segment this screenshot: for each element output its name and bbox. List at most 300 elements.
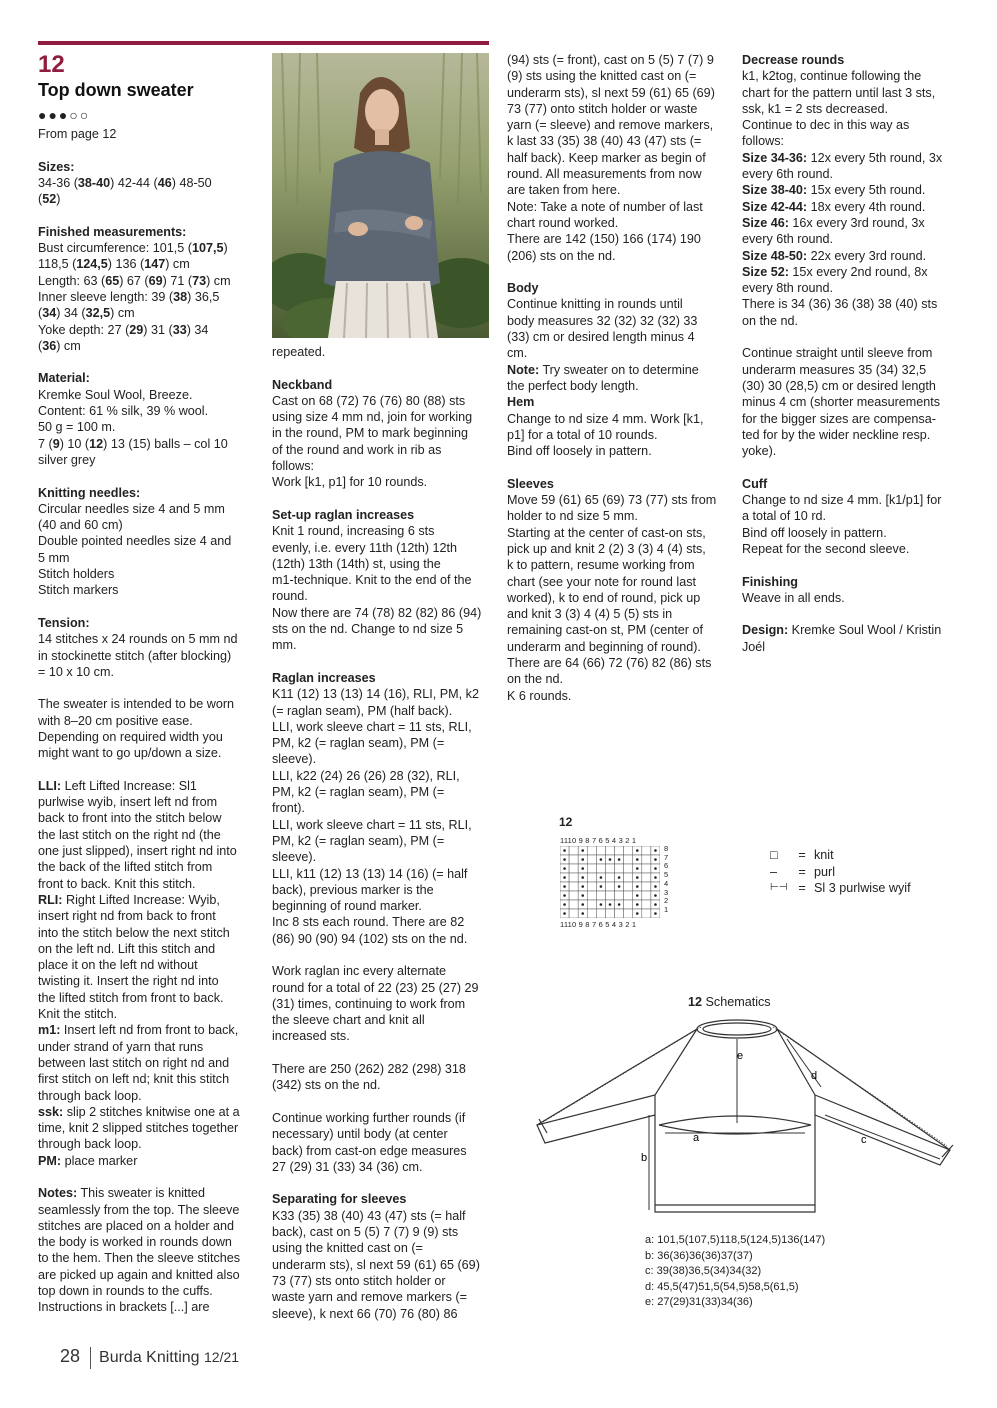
- separating-line: 73 (77) sts onto stitch holder or: [272, 1273, 446, 1288]
- page-footer: [60, 1346, 239, 1369]
- sleeves-line: There are 64 (66) 72 (76) 82 (86) sts: [507, 655, 712, 670]
- column-4: [742, 52, 964, 655]
- legend-row: ⊢⊣ = Sl 3 purlwise wyif: [770, 881, 911, 895]
- chart-cell: [605, 891, 614, 900]
- separating-cont-line: 73 (77) onto stitch holder or waste: [507, 101, 698, 116]
- raglan2-line: increased sts.: [272, 1029, 350, 1044]
- chart-row-number: 4: [664, 878, 669, 888]
- legend-row: – = purl: [770, 864, 835, 879]
- setup-heading: Set-up raglan increases: [272, 507, 415, 522]
- notes-line: top down in rounds to the cuffs.: [38, 1284, 213, 1299]
- chart-purl-mark: [609, 903, 612, 906]
- hem-line: p1] for a total of 10 rounds.: [507, 427, 658, 442]
- needles-line: Stitch holders: [38, 567, 115, 582]
- chart-purl-mark: [618, 885, 621, 888]
- chart-cell: [569, 891, 578, 900]
- notes-line: seamlessly from the top. The sleeve: [38, 1202, 240, 1217]
- model-photo-illustration: [272, 53, 489, 338]
- neckband-line: Cast on 68 (72) 76 (76) 80 (88) sts: [272, 393, 466, 408]
- chart-purl-mark: [636, 867, 639, 870]
- raglan-line: sleeve).: [272, 752, 317, 767]
- finished-line: (36) cm: [38, 338, 81, 353]
- decrease-line: Continue to dec in this way as: [742, 118, 910, 133]
- notes-line: to the hem. Then the sleeve stitches: [38, 1251, 241, 1266]
- raglan-heading: Raglan increases: [272, 670, 376, 685]
- separating-line: waste yarn and remove markers (=: [272, 1290, 467, 1305]
- chart-purl-mark: [600, 903, 603, 906]
- notes-line: are picked up again and knitted also: [38, 1267, 240, 1282]
- chart-purl-mark: [636, 849, 639, 852]
- finished-line: Inner sleeve length: 39 (38) 36,5: [38, 289, 220, 304]
- neckband-line: follows:: [272, 459, 314, 474]
- chart-purl-mark: [581, 867, 584, 870]
- sleeves-line: worked), k to end of round, pick up: [507, 590, 701, 605]
- finished-line: (34) 34 (32,5) cm: [38, 306, 135, 321]
- notes-line: the body is worked in rounds down: [38, 1235, 232, 1250]
- chart-cell: [587, 864, 596, 873]
- raglan-line: Inc 8 sts each round. There are 82: [272, 915, 465, 930]
- setup-line: mm.: [272, 638, 297, 653]
- chart-purl-mark: [563, 912, 566, 915]
- rli-line: the lifted stitch from front to back.: [38, 990, 224, 1005]
- raglan-line: LLI, k11 (12) 13 (13) 14 (16) (= half: [272, 866, 468, 881]
- lli-line: one just slipped), insert right nd into: [38, 844, 237, 859]
- schematic-measurements: [645, 1233, 825, 1311]
- chart-purl-mark: [563, 903, 566, 906]
- ssk-line: time, knit 2 slipped stitches together: [38, 1121, 239, 1136]
- from-page: From page 12: [38, 127, 117, 141]
- size-decrease-line: Size 46: 16x every 3rd round, 3x: [742, 215, 925, 230]
- chart-cell: [587, 846, 596, 855]
- tension-line: = 10 x 10 cm.: [38, 664, 114, 679]
- raglan4-line: Continue working further rounds (if: [272, 1110, 466, 1125]
- chart-row-number: 8: [664, 844, 669, 853]
- slip-symbol-icon: ⊢⊣: [770, 882, 788, 893]
- chart-cell: [642, 855, 651, 864]
- raglan-line: (86) 90 (90) 94 (102) sts on the nd.: [272, 931, 468, 946]
- setup-line: (12th) 13th (14th) st, using the: [272, 556, 441, 571]
- chart-purl-mark: [636, 876, 639, 879]
- chart-cell: [569, 882, 578, 891]
- separating-cont-line: round. All measurements from now: [507, 167, 702, 182]
- chart-cell: [605, 909, 614, 918]
- sleeves-line: pick up and knit 2 (2) 3 (3) 4 (4) sts,: [507, 541, 706, 556]
- chart-cell: [569, 846, 578, 855]
- chart-column-numbers-bottom: 1110 9 8 7 6 5 4 3 2 1: [560, 920, 637, 929]
- ease-line: Depending on required width you: [38, 729, 223, 744]
- chart-number: 12: [559, 815, 573, 829]
- schematic-neckline-inner: [703, 1023, 771, 1035]
- chart-purl-mark: [654, 867, 657, 870]
- finishing-line: Weave in all ends.: [742, 590, 845, 605]
- design-credit: Joél: [742, 639, 766, 654]
- decrease-end-line: There is 34 (36) 36 (38) 38 (40) sts: [742, 297, 938, 312]
- sleeves-line: Move 59 (61) 65 (69) 73 (77) sts from: [507, 493, 717, 508]
- sleeves-line: chart (see your note for round last: [507, 574, 697, 589]
- schematic-label-d: d: [811, 1070, 818, 1082]
- size-decrease-line: every 8th round.: [742, 281, 834, 296]
- schematic-label-a: a: [693, 1132, 700, 1144]
- ease-line: with 8–20 cm positive ease.: [38, 713, 193, 728]
- hem-heading: Hem: [507, 395, 535, 410]
- body-line: Continue knitting in rounds until: [507, 297, 683, 312]
- size-decrease-line: Size 34-36: 12x every 5th round, 3x: [742, 150, 943, 165]
- tension-heading: Tension:: [38, 615, 90, 630]
- m1-line: through back loop.: [38, 1088, 142, 1103]
- decrease-end-line: on the nd.: [742, 313, 799, 328]
- size-decrease-line: Size 52: 15x every 2nd round, 8x: [742, 264, 928, 279]
- chart-column-numbers-top: 1110 9 8 7 6 5 4 3 2 1: [560, 836, 637, 845]
- chart-purl-mark: [600, 858, 603, 861]
- chart-cell: [587, 891, 596, 900]
- knitting-chart-grid: [560, 846, 660, 918]
- chart-cell: [615, 864, 624, 873]
- chart-cell: [624, 909, 633, 918]
- raglan-line: front).: [272, 801, 305, 816]
- ease-line: The sweater is intended to be worn: [38, 697, 235, 712]
- sweater-schematic: [525, 1015, 965, 1230]
- chart-purl-mark: [654, 849, 657, 852]
- raglan4-line: 27 (29) 31 (33) 34 (36) cm.: [272, 1159, 423, 1174]
- material-line: silver grey: [38, 452, 96, 467]
- raglan-line: PM, k2 (= raglan seam), PM (=: [272, 785, 445, 800]
- schematic-label-e: e: [737, 1050, 744, 1062]
- chart-purl-mark: [581, 894, 584, 897]
- separating-line: underarm sts), sl next 59 (61) 65 (69): [272, 1257, 480, 1272]
- raglan-line: beginning of round marker.: [272, 899, 422, 914]
- decrease-line: chart for the pattern until last 3 sts,: [742, 85, 936, 100]
- schematic-title: 12 Schematics: [688, 995, 771, 1009]
- size-decrease-line: every 6th round.: [742, 167, 834, 182]
- chart-cell: [605, 864, 614, 873]
- chart-row-numbers: [664, 845, 668, 915]
- finished-heading: Finished measurements:: [38, 224, 187, 239]
- needles-line: (40 and 60 cm): [38, 518, 123, 533]
- chart-cell: [587, 873, 596, 882]
- chart-purl-mark: [581, 849, 584, 852]
- raglan3-line: (342) sts on the nd.: [272, 1078, 381, 1093]
- cuff-line: a total of 10 rd.: [742, 509, 827, 524]
- chart-cell: [624, 873, 633, 882]
- raglan2-line: the sleeve chart and knit all: [272, 1013, 425, 1028]
- setup-line: evenly, i.e. every 11th (12th) 12th: [272, 540, 458, 555]
- chart-purl-mark: [636, 912, 639, 915]
- chart-cell: [569, 855, 578, 864]
- measurement-line: e: 27(29)31(33)34(36): [645, 1296, 753, 1308]
- finished-line: Yoke depth: 27 (29) 31 (33) 34: [38, 322, 209, 337]
- chart-purl-mark: [563, 876, 566, 879]
- model-photo: [272, 53, 489, 338]
- chart-row-number: 5: [664, 870, 669, 880]
- ssk-line: ssk: slip 2 stitches knitwise one at a: [38, 1104, 240, 1119]
- lli-line: front to back. Knit this stitch.: [38, 876, 196, 891]
- sleeves-heading: Sleeves: [507, 476, 554, 491]
- cuff-heading: Cuff: [742, 476, 768, 491]
- material-line: 7 (9) 10 (12) 13 (15) balls – col 10: [38, 436, 228, 451]
- m1-line: under strand of yarn that runs: [38, 1039, 204, 1054]
- chart-row-number: 3: [664, 887, 669, 897]
- column-2: [272, 344, 494, 1322]
- chart-cell: [569, 909, 578, 918]
- chart-purl-mark: [654, 894, 657, 897]
- m1-line: m1: Insert left nd from front to back,: [38, 1023, 239, 1038]
- chart-purl-mark: [563, 894, 566, 897]
- separating-cont-line: chart round worked.: [507, 215, 619, 230]
- repeated-text: repeated.: [272, 345, 326, 359]
- finishing-heading: Finishing: [742, 574, 798, 589]
- top-accent-bar: [38, 41, 489, 45]
- body-line: body measures 32 (32) 32 (32) 33: [507, 313, 698, 328]
- hem-line: Change to nd size 4 mm. Work [k1,: [507, 411, 704, 426]
- chart-cell: [615, 891, 624, 900]
- decrease-line: k1, k2tog, continue following the: [742, 69, 922, 84]
- raglan-line: LLI, k22 (24) 26 (26) 28 (32), RLI,: [272, 768, 460, 783]
- chart-cell: [596, 864, 605, 873]
- separating-cont-line: are taken from here.: [507, 183, 621, 198]
- neckband-line: Work [k1, p1] for 10 rounds.: [272, 475, 428, 490]
- sleeves-line: and knit 3 (3) 4 (4) 5 (5) sts in: [507, 607, 673, 622]
- separating-cont-line: underarm sts), sl next 59 (61) 65 (69): [507, 85, 715, 100]
- setup-line: sts on the nd. Change to nd size 5: [272, 622, 464, 637]
- raglan-line: sleeve).: [272, 850, 317, 865]
- sleeves-line: remaining cast-on st, PM (center of: [507, 623, 703, 638]
- ssk-line: through back loop.: [38, 1137, 142, 1152]
- decrease-line: follows:: [742, 134, 784, 149]
- separating-cont-line: yarn (= sleeve) and remove markers,: [507, 118, 714, 133]
- chart-cell: [615, 846, 624, 855]
- neckband-line: in the round, PM to mark beginning: [272, 426, 469, 441]
- rli-line: twisting it. Insert the right nd into: [38, 974, 219, 989]
- neckband-line: of the round and work in rib as: [272, 442, 442, 457]
- m1-line: first stitch on left nd; knit this stitch: [38, 1072, 230, 1087]
- schematic-left-sleeve: [537, 1095, 655, 1143]
- needles-line: 5 mm: [38, 550, 70, 565]
- separating-cont-line: (206) sts on the nd.: [507, 248, 616, 263]
- chart-cell: [605, 873, 614, 882]
- size-decrease-line: Size 38-40: 15x every 5th round.: [742, 183, 926, 198]
- separating-cont-line: Note: Take a note of number of last: [507, 199, 703, 214]
- rli-line: insert right nd from back to front: [38, 909, 216, 924]
- chart-cell: [642, 864, 651, 873]
- schematic-bust-curve-top: [659, 1116, 811, 1125]
- knit-symbol-icon: □: [770, 848, 778, 862]
- material-line: Kremke Soul Wool, Breeze.: [38, 387, 193, 402]
- finished-line: Length: 63 (65) 67 (69) 71 (73) cm: [38, 273, 231, 288]
- measurement-line: c: 39(38)36,5(34)34(32): [645, 1265, 762, 1277]
- notes-line: Notes: This sweater is knitted: [38, 1186, 206, 1201]
- rli-line: RLI: Right Lifted Increase: Wyib,: [38, 892, 220, 907]
- chart-cell: [596, 846, 605, 855]
- column-1: [38, 52, 260, 1316]
- chart-purl-mark: [581, 885, 584, 888]
- chart-cell: [569, 864, 578, 873]
- body-note-line: the perfect body length.: [507, 378, 639, 393]
- chart-purl-mark: [636, 894, 639, 897]
- straight-line: underarm measures 35 (34) 32,5: [742, 362, 927, 377]
- lli-line: purlwise wyib, insert left nd from: [38, 795, 218, 810]
- tension-line: 14 stitches x 24 rounds on 5 mm nd: [38, 632, 238, 647]
- sleeves-line: Starting at the center of cast-on sts,: [507, 525, 706, 540]
- size-decrease-line: Size 42-44: 18x every 4th round.: [742, 199, 926, 214]
- chart-row-number: 1: [664, 904, 669, 914]
- legend-row: □ = knit: [770, 848, 834, 862]
- chart-legend: [770, 847, 911, 897]
- chart-purl-mark: [654, 912, 657, 915]
- raglan2-line: (31) times, continuing to work from: [272, 996, 466, 1011]
- raglan-line: PM, k2 (= raglan seam), PM (=: [272, 833, 445, 848]
- needles-heading: Knitting needles:: [38, 485, 141, 500]
- raglan-line: PM, k2 (= raglan seam), PM (=: [272, 736, 445, 751]
- measurement-line: d: 45,5(47)51,5(54,5)58,5(61,5): [645, 1280, 799, 1293]
- separating-cont-line: (94) sts (= front), cast on 5 (5) 7 (7) 9: [507, 53, 714, 67]
- straight-line: Continue straight until sleeve from: [742, 346, 933, 361]
- raglan2-line: Work raglan inc every alternate: [272, 964, 447, 979]
- chart-purl-mark: [581, 876, 584, 879]
- cuff-line: Bind off loosely in pattern.: [742, 525, 887, 540]
- lli-line: the back of the lifted stitch from: [38, 860, 213, 875]
- ease-line: might want to go up/down a size.: [38, 746, 222, 761]
- separating-cont-line: (9) sts using the knitted cast on (=: [507, 69, 697, 84]
- body-note-line: Note: Try sweater on to determine: [507, 362, 699, 377]
- chart-cell: [642, 909, 651, 918]
- cuff-line: Repeat for the second sleeve.: [742, 541, 910, 556]
- sleeves-line: on the nd.: [507, 672, 564, 687]
- raglan-line: LLI, work sleeve chart = 11 sts, RLI,: [272, 719, 472, 734]
- size-decrease-line: Size 48-50: 22x every 3rd round.: [742, 248, 927, 263]
- chart-cell: [642, 891, 651, 900]
- chart-cell: [624, 900, 633, 909]
- chart-cell: [605, 882, 614, 891]
- finished-line: Bust circumference: 101,5 (107,5): [38, 241, 228, 256]
- needles-line: Double pointed needles size 4 and: [38, 534, 232, 549]
- measurement-line: a: 101,5(107,5)118,5(124,5)136(147): [645, 1234, 826, 1246]
- chart-cell: [569, 873, 578, 882]
- schematic-label-c: c: [861, 1134, 867, 1146]
- separating-cont-line: half back). Keep marker as begin of: [507, 150, 706, 165]
- lli-line: the last stitch on the right nd (the: [38, 827, 221, 842]
- separating-cont-line: k last 33 (35) 38 (40) 43 (47) sts (=: [507, 134, 702, 149]
- needles-line: Stitch markers: [38, 583, 119, 598]
- chart-purl-mark: [654, 885, 657, 888]
- notes-line: stitches are placed on a holder and: [38, 1218, 235, 1233]
- material-heading: Material:: [38, 371, 90, 386]
- body-line: (33) cm or desired length minus 4: [507, 330, 695, 345]
- chart-cell: [615, 909, 624, 918]
- raglan-line: K11 (12) 13 (13) 14 (16), RLI, PM, k2: [272, 687, 479, 702]
- decrease-line: ssk, k1 = 2 sts decreased.: [742, 101, 888, 116]
- pattern-number: 12: [38, 51, 65, 78]
- chart-purl-mark: [563, 867, 566, 870]
- straight-line: ted for by the wider neckline resp.: [742, 427, 931, 442]
- chart-purl-mark: [654, 876, 657, 879]
- separating-line: K33 (35) 38 (40) 43 (47) sts (= half: [272, 1208, 466, 1223]
- separating-heading: Separating for sleeves: [272, 1192, 407, 1207]
- straight-line: (30) 30 (28,5) cm or desired length: [742, 378, 936, 393]
- chart-row-number: 6: [664, 861, 669, 871]
- neckband-heading: Neckband: [272, 377, 333, 392]
- chart-purl-mark: [618, 858, 621, 861]
- magazine-name: Burda Knitting: [99, 1349, 200, 1366]
- column-3: [507, 52, 729, 704]
- chart-cell: [642, 882, 651, 891]
- chart-cell: [624, 882, 633, 891]
- chart-purl-mark: [581, 903, 584, 906]
- sleeves-line: k to pattern, resume working from: [507, 558, 695, 573]
- rli-line: Knit the stitch.: [38, 1007, 118, 1022]
- needles-line: Circular needles size 4 and 5 mm: [38, 501, 225, 516]
- chart-purl-mark: [563, 858, 566, 861]
- issue-number: 12/21: [204, 1349, 240, 1365]
- chart-purl-mark: [654, 903, 657, 906]
- m1-line: between last stitch on right nd and: [38, 1055, 230, 1070]
- pattern-title: Top down sweater: [38, 80, 194, 100]
- page-number: 28: [60, 1346, 81, 1366]
- chart-purl-mark: [581, 912, 584, 915]
- neckband-line: using size 4 mm nd, join for working: [272, 410, 473, 425]
- chart-cell: [624, 891, 633, 900]
- chart-cell: [624, 855, 633, 864]
- material-line: 50 g = 100 m.: [38, 420, 116, 435]
- chart-purl-mark: [600, 885, 603, 888]
- design-credit: Design: Kremke Soul Wool / Kristin: [742, 623, 942, 638]
- raglan4-line: necessary) until body (at center: [272, 1127, 448, 1142]
- sizes-line-2: (52): [38, 192, 61, 207]
- decrease-heading: Decrease rounds: [742, 53, 845, 67]
- schematic-c-arrow: [825, 1115, 940, 1159]
- chart-row-number: 2: [664, 896, 669, 906]
- measurement-line: b: 36(36)36(36)37(37): [645, 1249, 753, 1262]
- setup-line: Knit 1 round, increasing 6 sts: [272, 524, 435, 539]
- sleeves-line: K 6 rounds.: [507, 688, 572, 703]
- purl-symbol-icon: –: [770, 864, 778, 879]
- body-heading: Body: [507, 281, 539, 296]
- chart-cell: [605, 846, 614, 855]
- chart-row-number: 7: [664, 852, 669, 862]
- raglan2-line: round for a total of 22 (23) 25 (27) 29: [272, 980, 479, 995]
- chart-cell: [587, 909, 596, 918]
- chart-purl-mark: [600, 876, 603, 879]
- chart-cell: [624, 864, 633, 873]
- sleeves-line: holder to nd size 5 mm.: [507, 509, 638, 524]
- separating-line: sleeve), k next 66 (70) 76 (80) 86: [272, 1306, 458, 1321]
- rli-line: on the left nd. Lift this stitch and: [38, 941, 216, 956]
- sizes-line-1: 34-36 (38-40) 42-44 (46) 48-50: [38, 175, 212, 190]
- chart-cell: [624, 846, 633, 855]
- raglan3-line: There are 250 (262) 282 (298) 318: [272, 1062, 466, 1077]
- raglan4-line: back) from cast-on edge measures: [272, 1143, 467, 1158]
- separating-line: using the knitted cast on (=: [272, 1241, 423, 1256]
- schematic-right-sleeve: [815, 1095, 950, 1165]
- notes-line: Instructions in brackets [...] are: [38, 1300, 210, 1315]
- raglan-line: LLI, work sleeve chart = 11 sts, RLI,: [272, 817, 472, 832]
- straight-line: yoke).: [742, 444, 777, 459]
- straight-line: for the bigger sizes are compensa-: [742, 411, 936, 426]
- chart-cell: [587, 882, 596, 891]
- chart-purl-mark: [636, 903, 639, 906]
- cuff-line: Change to nd size 4 mm. [k1/p1] for: [742, 493, 942, 508]
- footer-divider: [90, 1347, 91, 1369]
- sleeves-line: underarm and beginning of round).: [507, 639, 701, 654]
- raglan-line: back), previous marker is the: [272, 882, 434, 897]
- straight-line: minus 4 cm (shorter measurements: [742, 395, 941, 410]
- chart-cell: [587, 900, 596, 909]
- chart-purl-mark: [654, 858, 657, 861]
- chart-purl-mark: [636, 858, 639, 861]
- lli-line: LLI: Left Lifted Increase: Sl1: [38, 778, 197, 793]
- lli-line: back to front into the stitch below: [38, 811, 222, 826]
- setup-line: Now there are 74 (78) 82 (82) 86 (94): [272, 605, 482, 620]
- finished-line: 118,5 (124,5) 136 (147) cm: [38, 257, 190, 272]
